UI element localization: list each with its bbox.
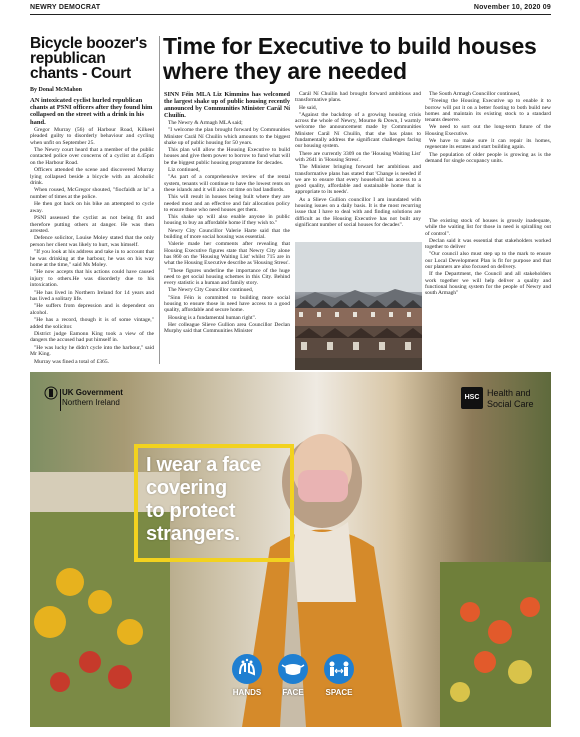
paragraph: Murray was fined a total of £365. xyxy=(34,358,110,365)
paragraph: If the Department, the Council and all stakeholders work together we will help deliver a quality and functional housing system for the people of Newry and south Armagh" xyxy=(425,271,551,297)
hands-badge xyxy=(230,654,264,697)
hsc-logo xyxy=(461,387,547,415)
face-label: FACE xyxy=(282,688,304,697)
paragraph: "He has lived in Northern Ireland for 14 years and has lived a solitary life. xyxy=(30,289,154,302)
paragraph: "As part of a comprehensive review of the rental system, tenants will continue to have the lowest rents on these islands and it will also cut time on bad landlords. xyxy=(164,174,290,193)
paragraph: District judge Eamonn King took a view of the dangers the accused had put himself in. xyxy=(30,331,154,344)
paragraph: This shake up will also enable anyone in public housing to buy an affordable home if they wish to." xyxy=(164,214,290,227)
paragraph: We need to sort out the long-term future of the Housing Executive. xyxy=(425,124,551,137)
message-line-1: I wear a face xyxy=(146,454,262,476)
paragraph: Liz continued, xyxy=(168,167,200,174)
crest-icon xyxy=(44,386,58,400)
paragraph: "He was lucky he didn't cycle into the harbour," said Mr King. xyxy=(30,344,154,358)
hands-icon xyxy=(232,654,262,684)
paragraph: SINN Féin MLA Liz Kimmins has welcomed the largest shake up of public housing recently announced by Communities Minister Carál Ní Chuilín. xyxy=(164,91,290,119)
paragraph: "Sinn Féin is committed to building more social housing to ensure those in need have access to a good quality, affordable and secure home. xyxy=(164,294,290,314)
hands-label: HANDS xyxy=(232,688,262,697)
paragraph: The Newry City Councillor continued, xyxy=(168,287,254,294)
paragraph: When roused, McGregor shouted, "fiocfaidh ar la" a number of times at the police. xyxy=(30,187,154,200)
paragraph: Officers attended the scene and discovered Murray lying collapsed beside a bicycle with an alcoholic drink. xyxy=(30,167,154,187)
paragraph: The Newry & Armagh MLA said; xyxy=(168,120,243,126)
paragraph: "He now accepts that his actions could have caused injury to others.He was disorderly due to his intoxication. xyxy=(30,269,154,289)
paragraph: "Against the backdrop of a growing housing crisis across the whole of Newry, Mourne & Down, I warmly welcome the announcement made by Communities Minister Carál Ní Chuilín, that she has plans to fundamentally address the significant challenges facing our housing system. xyxy=(295,111,421,150)
paragraph: As a Slieve Gullion councillor I am inundated with housing issues on a daily basis. It is the most recurring issue that I have to deal with and finding solutions are difficult as the Housing Executive has not built any significant number of social houses for decades". xyxy=(295,196,421,228)
paragraph: He then got back on his bike an attempted to cycle away. xyxy=(30,201,154,214)
issue-date: November 10, 2020 09 xyxy=(473,4,551,11)
housing-terrace-photo xyxy=(295,242,422,370)
advert-message-frame xyxy=(134,444,294,562)
message-line-4: strangers. xyxy=(146,523,240,545)
paragraph: "Our council also must step up to the mark to ensure our Local Development Plan is fit for purpose and that our planners are also focused on delivery. xyxy=(425,251,551,271)
paper-name: NEWRY DEMOCRAT xyxy=(30,4,101,11)
hsc-line-1: Health and xyxy=(487,388,531,398)
housing-story-column-3-cont xyxy=(425,218,551,368)
paragraph: "He suffers from depression and is dependent on alcohol. xyxy=(30,303,154,316)
paragraph: The Minister bringing forward her ambitious and transformative plans has stated that 'Change is needed if we are to ensure that every household has access to a good quality, affordable and sustainable home that is appropriate to its needs'. xyxy=(295,164,421,196)
housing-story-column-3 xyxy=(425,91,551,211)
paragraph: This will result in houses being built where they are needed most and an effective and fair allocation policy to ensure those who need houses get them. xyxy=(164,194,290,213)
face-mask-icon xyxy=(278,654,308,684)
housing-story-column-1 xyxy=(164,91,290,366)
byline: By Donal McMahon xyxy=(30,87,83,93)
paragraph: "These figures underline the importance of the huge need to get social housing schemes in this City. Behind every statistic is a human and family story. xyxy=(164,267,290,287)
paragraph: There are currently 3309 on the 'Housing Waiting List' with 2641 in 'Housing Stress'. xyxy=(295,150,421,163)
court-story-body xyxy=(30,127,154,365)
paragraph: "Freeing the Housing Executive up to enable it to borrow will put it on a better footing to both build new homes and maintain its existing stock to a standard tenants deserve. xyxy=(425,98,551,124)
face-badge xyxy=(276,654,310,697)
court-story-headline: Bicycle boozer's republican chants - Court xyxy=(30,36,147,82)
paragraph: Her colleague Slieve Gullion area Councillor Declan Murphy said that Communities Minister xyxy=(164,321,290,335)
paragraph: Carál Ní Chuilín had brought forward ambitious and transformative plans. xyxy=(295,91,421,104)
message-line-3: to protect xyxy=(146,500,236,522)
paragraph: Housing is a fundamental human right". xyxy=(168,314,257,321)
paragraph: Valerie made her comments after revealing that Housing Executive figures state that Newry City alone has 860 on the 'Housing Waiting List' whilst 715 are in what the Housing Executive describe as 'Housing Stress'. xyxy=(164,241,290,267)
distance-icon xyxy=(324,654,354,684)
paragraph: The Newry court heard that a member of the public contacted police over concerns of a cyclist at 4.45pm on the Harbour Road. xyxy=(30,147,154,166)
paragraph: Gregor Murray (56) of Harbour Road, Kilkeel pleaded guilty to disorderly behaviour and cycling when unfit on September 25. xyxy=(30,126,154,146)
paragraph: This plan will allow the Housing Executive to build houses and give them power to borrow to fund what will be the biggest public housing programme for decades. xyxy=(164,147,290,166)
northern-ireland-text: Northern Ireland xyxy=(62,398,120,407)
paragraph: "I welcome the plan brought forward by Communities Minister Carál Ní Chuilín which amounts to the biggest shake up of public housing for 50 years. xyxy=(164,127,290,146)
paragraph: "If you look at his address and take in to account that he was drinking at the harbour, he was on his way home at the time," said Ms Moley. xyxy=(30,249,154,268)
column-divider xyxy=(159,36,160,364)
space-label: SPACE xyxy=(325,688,353,697)
court-story-intro: AN intoxicated cyclist hurled republican chants at PSNI officers after they found him collapsed on the street with a drink in his hand. xyxy=(30,97,153,126)
paragraph: Declan said it was essential that stakeholders worked together to deliver xyxy=(425,237,551,251)
paragraph: PSNI assessed the cyclist as not being fit and therefore putting others at danger. He was then arrested. xyxy=(30,215,154,234)
court-story xyxy=(30,36,154,368)
paragraph: The existing stock of houses is grossly inadequate, while the waiting list for those in need is spiralling out of control". xyxy=(425,218,551,237)
message-line-2: covering xyxy=(146,477,227,499)
hsc-line-2: Social Care xyxy=(487,399,534,409)
space-badge xyxy=(322,654,356,697)
face-covering-advert xyxy=(30,372,551,727)
housing-story-headline: Time for Executive to build houses where they are needed xyxy=(163,33,537,84)
housing-story-column-2 xyxy=(295,91,421,239)
paragraph: Newry City Councillor Valerie Harte said that the building of more social housing was essential. xyxy=(164,227,290,241)
paragraph: Defence solicitor, Louise Moley stated that the only person her client was likely to hurt, was himself. xyxy=(30,235,154,248)
paragraph: The population of older people is growing as is the demand for single occupancy units. xyxy=(425,151,551,164)
hsc-box: HSC xyxy=(461,387,483,409)
uk-government-logo xyxy=(44,386,140,428)
paragraph: We have to make sure it can repair its homes, regenerate its estates and start building again. xyxy=(425,138,551,151)
paragraph: "He has a record, though it is of some vintage," added the solicitor. xyxy=(30,317,154,330)
masthead xyxy=(30,3,551,15)
paragraph: He said, xyxy=(299,104,318,111)
paragraph: The South Armagh Councillor continued, xyxy=(429,91,521,97)
uk-government-text: UK Government xyxy=(62,388,123,397)
hands-face-space-badges xyxy=(230,654,360,714)
